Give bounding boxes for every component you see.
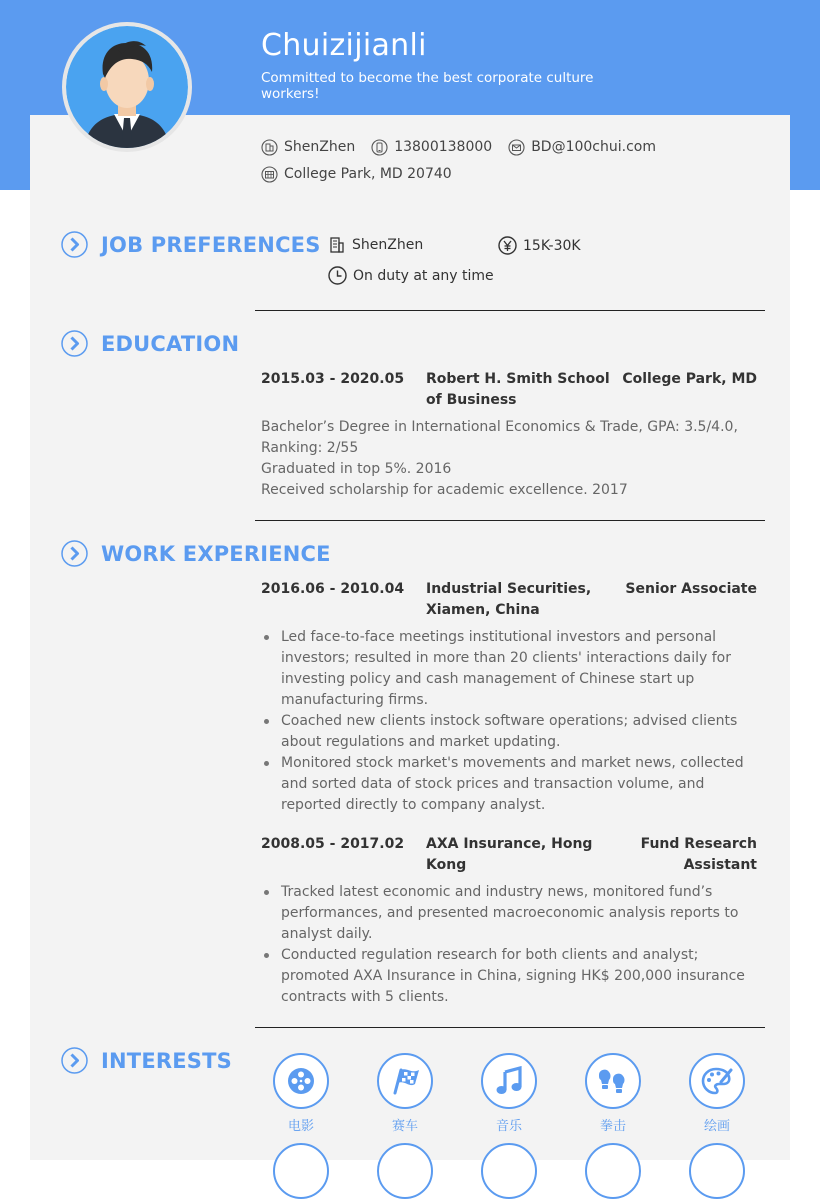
interest-icon-circle xyxy=(585,1053,641,1109)
education-date: 2015.03 - 2020.05 xyxy=(261,371,405,387)
work-date: 2008.05 - 2017.02 xyxy=(261,836,405,852)
work-bullet: Conducted regulation research for both clients and analyst; promoted AXA Insurance in China, signing HK$ 200,000 insurance contracts with 5 clients. xyxy=(261,945,761,1008)
work-bullets xyxy=(261,627,761,816)
interest-icon-circle xyxy=(481,1143,537,1199)
contact-city-text: ShenZhen xyxy=(284,139,356,155)
interest-partial xyxy=(677,1143,757,1199)
work-bullet: Coached new clients instock software operations; advised clients about regulations and market updating. xyxy=(261,711,761,753)
education-details xyxy=(261,417,759,501)
interest-music xyxy=(469,1053,549,1134)
education-detail: Bachelor’s Degree in International Economics & Trade, GPA: 3.5/4.0, Ranking: 2/55 xyxy=(261,419,738,456)
work-bullet: Led face-to-face meetings institutional investors and personal investors; resulted in more than 20 clients' interactions daily for investing policy and cash management of Chinese start up manufacturing firms. xyxy=(261,627,761,711)
interest-label: 音乐 xyxy=(495,1119,522,1134)
resume-name: Chuizijianli xyxy=(261,28,427,63)
contact-row-primary xyxy=(261,137,672,157)
interest-racing xyxy=(365,1053,445,1134)
chevron-right-icon xyxy=(61,1047,88,1074)
divider xyxy=(255,310,765,311)
interest-partial xyxy=(469,1143,549,1199)
chevron-right-icon xyxy=(61,540,88,567)
work-company: Industrial Securities, Xiamen, China xyxy=(426,581,592,618)
education-detail: Graduated in top 5%. 2016 xyxy=(261,461,452,477)
email-icon xyxy=(508,139,525,156)
interest-label: 绘画 xyxy=(703,1119,730,1134)
chevron-right-icon xyxy=(61,330,88,357)
interest-label: 赛车 xyxy=(391,1119,418,1134)
pref-salary-text: 15K-30K xyxy=(523,237,581,254)
interest-partial xyxy=(365,1143,445,1199)
contact-row-secondary xyxy=(261,164,468,184)
interest-icon-circle xyxy=(689,1143,745,1199)
work-date: 2016.06 - 2010.04 xyxy=(261,581,405,597)
section-work-experience xyxy=(61,540,331,567)
pref-availability-text: On duty at any time xyxy=(353,267,494,284)
pref-city xyxy=(328,236,423,254)
section-interests xyxy=(61,1047,232,1074)
interest-boxing xyxy=(573,1053,653,1134)
interest-label: 拳击 xyxy=(599,1119,626,1134)
divider xyxy=(255,520,765,521)
paint-palette-icon xyxy=(701,1066,733,1096)
education-detail: Received scholarship for academic excellence. 2017 xyxy=(261,482,628,498)
interest-icon-circle xyxy=(585,1143,641,1199)
contact-address-text: College Park, MD 20740 xyxy=(284,166,452,182)
pref-city-text: ShenZhen xyxy=(352,237,424,253)
interest-icon-circle xyxy=(377,1143,433,1199)
interest-film xyxy=(261,1053,341,1134)
interest-partial xyxy=(261,1143,341,1199)
chevron-right-icon xyxy=(61,231,88,258)
education-location: College Park, MD xyxy=(622,371,757,387)
interest-icon-circle xyxy=(273,1053,329,1109)
racing-flag-icon xyxy=(389,1066,421,1096)
building-icon xyxy=(328,236,346,254)
contact-email xyxy=(508,139,656,156)
avatar xyxy=(62,22,192,152)
section-job-preferences xyxy=(61,231,321,258)
interest-painting xyxy=(677,1053,757,1134)
interest-icon-circle xyxy=(273,1143,329,1199)
work-company: AXA Insurance, Hong Kong xyxy=(426,836,593,873)
work-role: Fund Research Assistant xyxy=(640,836,757,873)
education-school: Robert H. Smith School of Business xyxy=(426,371,610,408)
phone-icon xyxy=(371,139,388,156)
location-icon xyxy=(261,139,278,156)
resume-motto: Committed to become the best corporate culture workers! xyxy=(261,70,594,102)
work-role: Senior Associate xyxy=(625,581,757,597)
avatar-illustration xyxy=(66,26,188,148)
divider xyxy=(255,1027,765,1028)
contact-address xyxy=(261,166,452,183)
clock-icon xyxy=(328,266,347,285)
film-reel-icon xyxy=(286,1066,316,1096)
section-title-education: EDUCATION xyxy=(101,331,240,356)
section-education xyxy=(61,330,239,357)
music-note-icon xyxy=(494,1066,524,1096)
interest-label: 电影 xyxy=(287,1119,314,1134)
contact-city xyxy=(261,139,355,156)
contact-phone xyxy=(371,139,492,156)
interest-icon-circle xyxy=(689,1053,745,1109)
interest-icon-circle xyxy=(481,1053,537,1109)
interest-icon-circle xyxy=(377,1053,433,1109)
boxing-glove-icon xyxy=(596,1066,630,1096)
work-bullet: Tracked latest economic and industry news, monitored fund’s performances, and presented macroeconomic analysis reports to analyst daily. xyxy=(261,882,761,945)
section-title-interests: INTERESTS xyxy=(101,1048,232,1073)
pref-availability xyxy=(328,266,494,285)
section-title-job-preferences: JOB PREFERENCES xyxy=(101,232,321,257)
yuan-coin-icon xyxy=(498,236,517,255)
contact-phone-text[interactable]: 13800138000 xyxy=(394,139,493,155)
section-title-work-experience: WORK EXPERIENCE xyxy=(101,541,331,566)
interest-partial xyxy=(573,1143,653,1199)
address-icon xyxy=(261,166,278,183)
work-bullet: Monitored stock market's movements and market news, collected and sorted data of stock prices and transaction volume, and reported directly to company analyst. xyxy=(261,753,761,816)
pref-salary xyxy=(498,236,581,255)
work-bullets xyxy=(261,882,761,1008)
contact-email-text[interactable]: BD@100chui.com xyxy=(531,139,656,155)
